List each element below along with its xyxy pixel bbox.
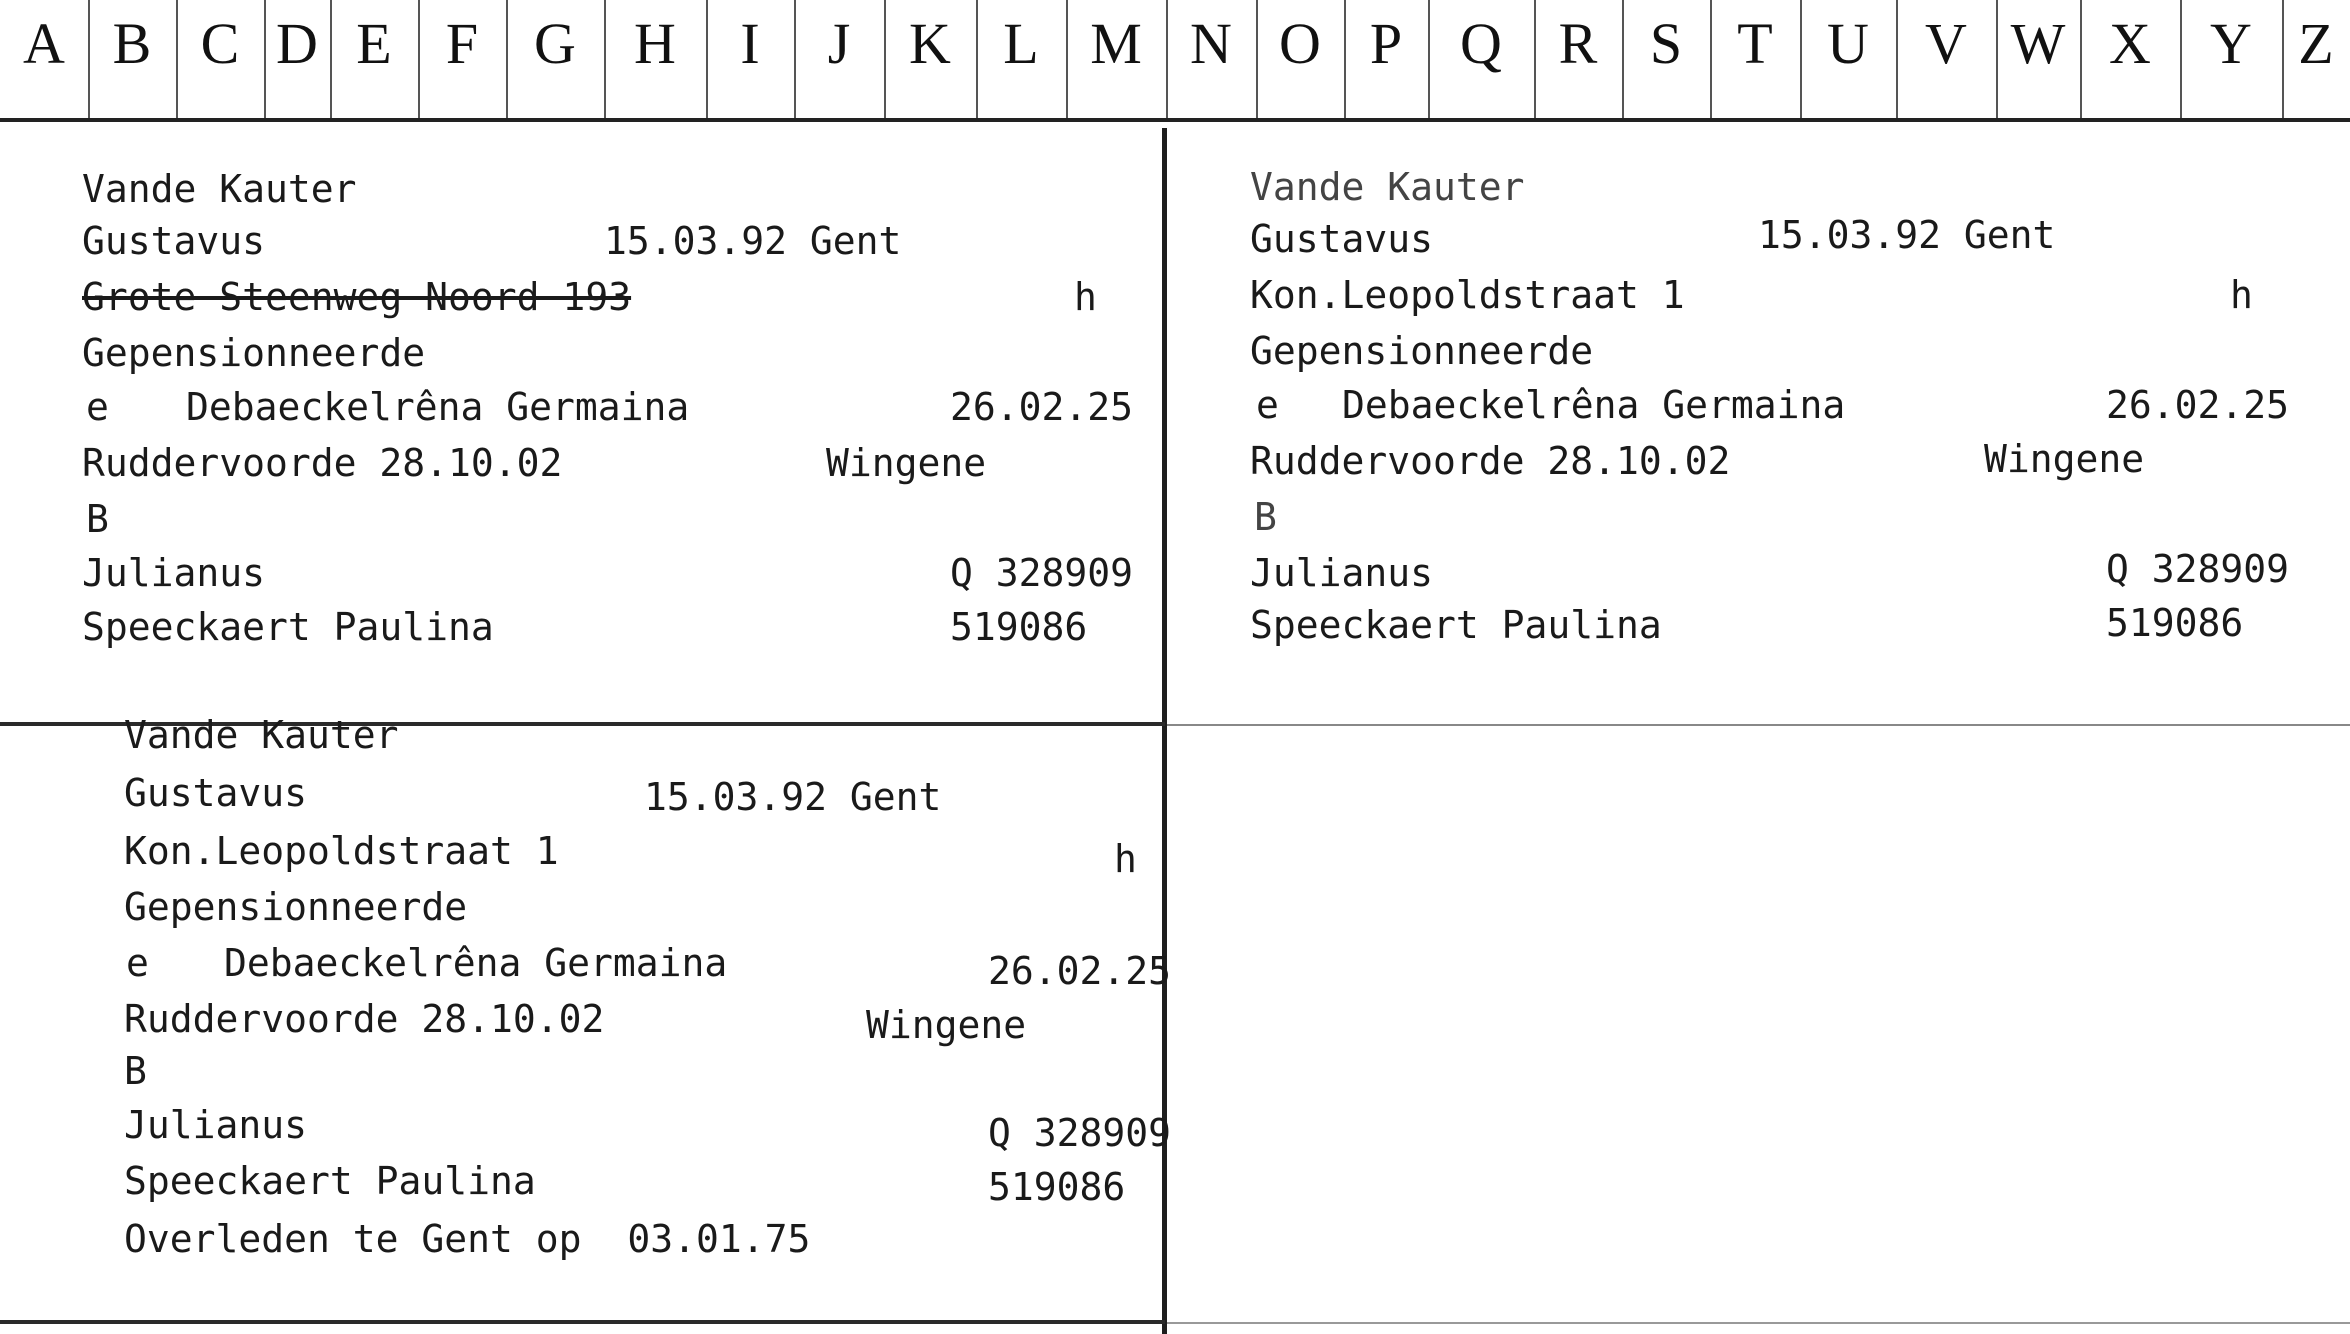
surname: Vande Kauter [82,167,357,211]
index-separator [506,0,508,118]
index-separator [884,0,886,118]
index-separator [176,0,178,118]
index-separator [794,0,796,118]
index-letter-v: V [1925,11,1967,76]
spouse-birth: Ruddervoorde 28.10.02 [1250,439,1731,483]
spouse-name: Debaeckelrêna Germaina [224,941,728,985]
index-letter-w: W [2010,11,2066,76]
spouse-name: Debaeckelrêna Germaina [186,385,690,429]
code: h [2230,273,2253,317]
index-separator [1428,0,1430,118]
bottom-card-edge-right [1167,1322,2350,1324]
index-letter-r: R [1558,11,1598,76]
nationality: B [86,497,109,541]
spouse-place: Wingene [826,441,987,485]
index-separator [2282,0,2284,118]
file-number-2: 519086 [2106,601,2244,645]
index-separator [604,0,606,118]
index-letter-m: M [1090,11,1142,76]
nationality: B [124,1049,147,1093]
nationality: B [1254,495,1277,539]
index-separator [418,0,420,118]
index-letter-t: T [1737,11,1773,76]
index-letter-s: S [1649,11,1683,76]
index-letter-h: H [634,11,676,76]
index-separator [1534,0,1536,118]
index-letter-p: P [1369,11,1403,76]
spouse-mark: e [126,941,149,985]
father-name: Julianus [124,1103,308,1147]
index-letter-d: D [276,11,318,76]
index-letter-b: B [112,11,152,76]
index-letter-o: O [1279,11,1321,76]
index-separator [976,0,978,118]
index-letter-y: Y [2210,11,2252,76]
address: Kon.Leopoldstraat 1 [1250,273,1685,317]
spouse-birth: Ruddervoorde 28.10.02 [82,441,563,485]
mother-name: Speeckaert Paulina [124,1159,536,1203]
spouse-date: 26.02.25 [988,949,1172,993]
index-separator [2180,0,2182,118]
file-number-2: 519086 [950,605,1088,649]
given-name: Gustavus [1250,217,1434,261]
index-letter-n: N [1190,11,1232,76]
address: Kon.Leopoldstraat 1 [124,829,559,873]
father-name: Julianus [82,551,266,595]
index-separator [1710,0,1712,118]
index-separator [1996,0,1998,118]
index-letter-g: G [534,11,576,76]
code: h [1074,275,1097,319]
index-letter-l: L [1003,11,1039,76]
index-separator [88,0,90,118]
code: h [1114,837,1137,881]
index-letter-z: Z [2298,11,2334,76]
spouse-date: 26.02.25 [950,385,1134,429]
index-letter-u: U [1827,11,1869,76]
index-letter-x: X [2109,11,2151,76]
index-separator [1344,0,1346,118]
index-letter-a: A [23,11,65,76]
index-separator [1800,0,1802,118]
index-separator [1066,0,1068,118]
occupation: Gepensionneerde [124,885,468,929]
birth-date-place: 15.03.92 Gent [1758,213,2056,257]
index-separator [264,0,266,118]
bottom-card-edge [0,1320,1165,1324]
death-note: Overleden te Gent op 03.01.75 [124,1217,811,1261]
index-separator [1896,0,1898,118]
index-separator [330,0,332,118]
index-letter-k: K [909,11,951,76]
occupation: Gepensionneerde [82,331,426,375]
index-letter-q: Q [1460,11,1502,76]
horizontal-card-divider-right [1167,724,2350,726]
spouse-date: 26.02.25 [2106,383,2290,427]
file-number-1: Q 328909 [988,1111,1172,1155]
spouse-name: Debaeckelrêna Germaina [1342,383,1846,427]
index-separator [1166,0,1168,118]
given-name: Gustavus [82,219,266,263]
index-letter-i: I [740,11,760,76]
surname: Vande Kauter [1250,165,1525,209]
index-letter-e: E [356,11,392,76]
index-separator [706,0,708,118]
father-name: Julianus [1250,551,1434,595]
mother-name: Speeckaert Paulina [1250,603,1662,647]
file-number-1: Q 328909 [2106,547,2290,591]
spouse-place: Wingene [866,1003,1027,1047]
mother-name: Speeckaert Paulina [82,605,494,649]
spouse-birth: Ruddervoorde 28.10.02 [124,997,605,1041]
alphabet-index-bar [0,0,2350,120]
index-letter-f: F [445,11,479,76]
index-letter-c: C [200,11,240,76]
address-struck: Grote Steenweg Noord 193 [82,275,632,319]
spouse-mark: e [86,385,109,429]
index-separator [2080,0,2082,118]
surname: Vande Kauter [124,713,399,757]
occupation: Gepensionneerde [1250,329,1594,373]
birth-date-place: 15.03.92 Gent [644,775,942,819]
birth-date-place: 15.03.92 Gent [604,219,902,263]
index-separator [1622,0,1624,118]
file-number-2: 519086 [988,1165,1126,1209]
index-letter-j: J [827,11,851,76]
index-bar-rule [0,118,2350,122]
file-number-1: Q 328909 [950,551,1134,595]
spouse-mark: e [1256,383,1279,427]
spouse-place: Wingene [1984,437,2145,481]
index-separator [1256,0,1258,118]
given-name: Gustavus [124,771,308,815]
